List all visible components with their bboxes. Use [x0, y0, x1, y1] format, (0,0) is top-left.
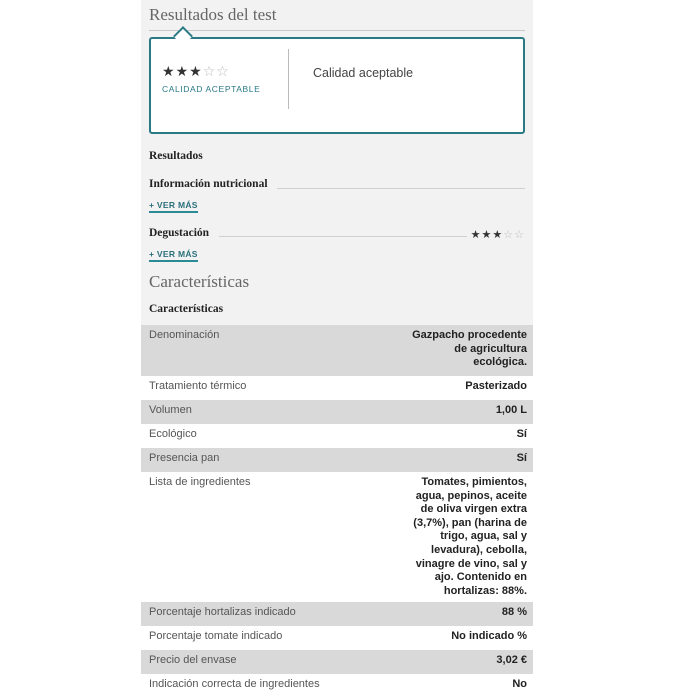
characteristics-table: [141, 325, 533, 698]
row-label: Lista de ingredientes: [149, 476, 251, 488]
star-filled-icon: ★: [492, 228, 504, 241]
tasting-rule: [219, 236, 467, 237]
row-value: No: [512, 678, 527, 690]
star-filled-icon: ★: [470, 228, 482, 241]
table-row: [141, 400, 533, 424]
tasting-label: Degustación: [149, 227, 210, 239]
table-row: [141, 472, 533, 602]
rating-card: [149, 37, 525, 134]
row-value: 3,02 €: [496, 654, 527, 666]
results-section-title: Resultados del test: [149, 5, 277, 24]
test-results-panel: [141, 0, 533, 693]
rating-caption: CALIDAD ACEPTABLE: [162, 84, 261, 94]
rating-text: Calidad aceptable: [313, 66, 414, 80]
star-filled-icon: ★: [189, 64, 203, 80]
table-row: [141, 650, 533, 674]
row-value: 88 %: [501, 606, 527, 618]
table-row: [141, 602, 533, 626]
row-label: Tratamiento térmico: [149, 380, 247, 392]
nutrition-rule: [277, 188, 525, 189]
nutrition-more-link[interactable]: + VER MÁS: [149, 200, 198, 213]
row-value: No indicado %: [451, 630, 527, 642]
row-label: Indicación correcta de ingredientes: [149, 678, 320, 690]
row-label: Porcentaje tomate indicado: [149, 630, 283, 642]
row-value: 1,00 L: [495, 404, 527, 416]
star-empty-icon: ☆: [503, 228, 515, 241]
row-label: Presencia pan: [149, 452, 220, 464]
star-filled-icon: ★: [481, 228, 493, 241]
row-label: Precio del envase: [149, 654, 237, 666]
tasting-more-link[interactable]: + VER MÁS: [149, 249, 198, 262]
row-value: Gazpacho procedente de agricultura ecológica.: [412, 329, 527, 369]
row-value: Pasterizado: [465, 380, 527, 392]
nutrition-label: Información nutricional: [149, 178, 268, 190]
star-empty-icon: ☆: [514, 228, 525, 241]
tasting-stars: [471, 228, 525, 241]
table-row: [141, 626, 533, 650]
row-label: Ecológico: [149, 428, 197, 440]
characteristics-section-title: Características: [149, 272, 250, 291]
row-label: Volumen: [149, 404, 192, 416]
card-divider: [288, 49, 289, 109]
row-value: Sí: [516, 452, 527, 464]
table-row: [141, 325, 533, 376]
star-filled-icon: ★: [175, 64, 190, 80]
row-label: Denominación: [149, 329, 220, 341]
star-empty-icon: ☆: [216, 64, 230, 80]
table-row: [141, 448, 533, 472]
table-row: [141, 376, 533, 400]
row-value: Sí: [516, 428, 527, 440]
star-empty-icon: ☆: [202, 64, 217, 80]
row-value: Tomates, pimientos, agua, pepinos, aceite de oliva virgen extra (3,7%), pan (harina de trigo, agua, sal y levadura), cebolla, vinagre de vino, sal y ajo. Contenido en hortalizas: 88%.: [413, 476, 527, 597]
rating-stars: [162, 64, 230, 80]
results-label: Resultados: [149, 150, 203, 162]
table-row: [141, 674, 533, 698]
table-row: [141, 424, 533, 448]
characteristics-label: Características: [149, 303, 224, 315]
row-label: Porcentaje hortalizas indicado: [149, 606, 296, 618]
results-title-rule: [149, 30, 525, 31]
star-filled-icon: ★: [162, 64, 176, 80]
